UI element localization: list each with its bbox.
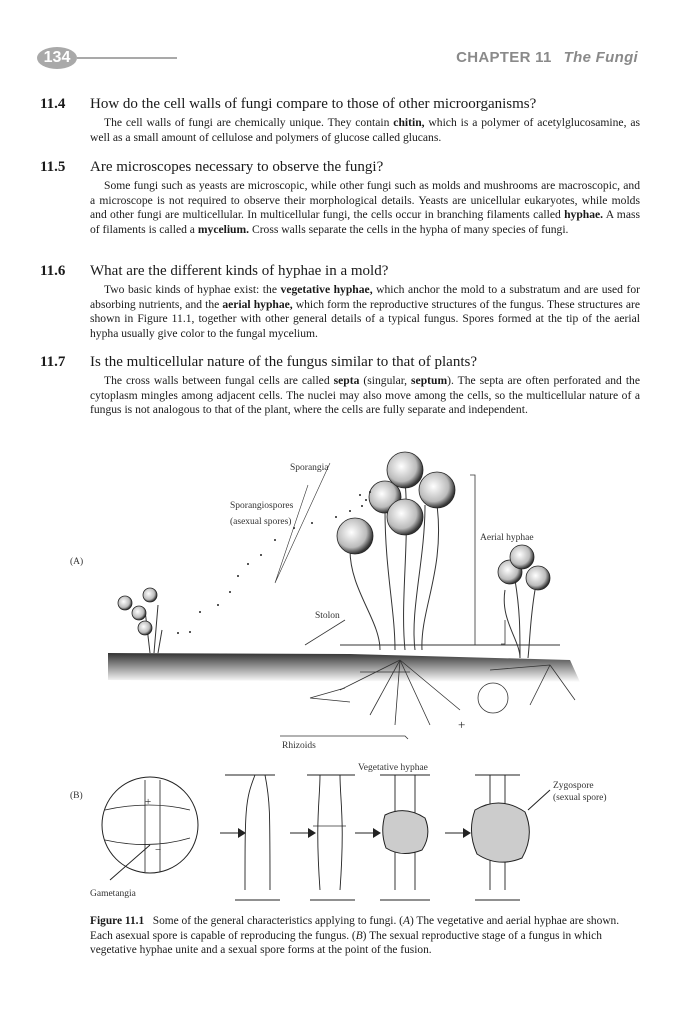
running-header [456,49,638,66]
text: ). The septa are often perforated and the cytoplasm mingles among adjacent cells. The nuclei may also move among the cells, so the multicellular nature of a fungus is not analogous to that of the plant, where the cells are fully separate and independent. [90,374,640,416]
answer-text [90,283,640,341]
label-aerial-hyphae: Aerial hyphae [480,533,534,543]
text: Some of the general characteristics applying to fungi. ( [144,915,403,927]
term-septum: septum [411,374,448,387]
label-sporangia: Sporangia [290,463,329,473]
text: Cross walls separate the cells in the hypha of many species of fungi. [249,222,569,236]
figure-caption [90,914,640,958]
question-number: 11.5 [40,159,66,175]
answer-text [90,374,640,418]
question-text: What are the different kinds of hyphae in a mold? [90,263,389,279]
question-number: 11.7 [40,354,66,370]
text: A mass of filaments is called a [90,208,640,236]
spores-dots [177,491,371,634]
text: ) The sexual reproductive stage of a fungus in which vegetative hyphae unite and a sexual spore forms at the point of the fusion. [90,929,602,956]
text: ) The vegetative and aerial hyphae are shown. Each asexual spore is capable of reproducing the fungus. ( [90,915,620,942]
label-rhizoids: Rhizoids [282,741,316,751]
label-gametangia: Gametangia [90,889,136,899]
panel-b-label: (B) [70,791,83,801]
question-number: 11.4 [40,96,66,112]
label-zygospore: Zygospore [553,781,594,791]
zygospore-pointer [528,790,550,810]
text: (singular, [359,374,412,387]
term-aerial-hyphae: aerial hyphae, [222,297,293,311]
aerial-hyphae-stalks [145,480,560,658]
plus-sign: + [458,717,466,732]
substratum-soil [108,653,580,682]
minus-sign: − [155,844,162,856]
label-asexual-spores: (asexual spores) [230,517,292,527]
gametangia-circle-detail [102,777,198,880]
chapter-number: CHAPTER 11 [456,49,552,66]
question-number: 11.6 [40,263,66,279]
figure-fungi-illustration [50,440,650,910]
answer-text [90,116,640,145]
text: Some fungi such as yeasts are microscopic, while other fungi such as molds and mushrooms are macroscopic, and a microscope is not required to observe their morphological details. Yeasts are unicellular eukaryotes, while molds and other fungi are multicellular. In multicellular fungi, the cells occur in branching filaments called [90,179,640,221]
text: which form the reproductive structures of the fungus. These structures are shown in Figure 11.1, together with other general details of a typical fungus. Spores formed at the tip of the aerial hypha usually give color to the fungal mycelium. [90,297,640,340]
arrowheads [238,828,471,838]
term-hyphae: hyphae. [564,208,604,221]
label-stolon: Stolon [315,611,340,621]
question-text: How do the cell walls of fungi compare to those of other microorganisms? [90,96,537,112]
question-text: Are microscopes necessary to observe the fungi? [90,159,384,175]
panel-a-label: (A) [70,557,84,567]
text: which is a polymer of acetylglucosamine, as well as a small amount of cellulose and polymers of glucose called glucans. [90,116,640,144]
answer-text [90,179,640,237]
term-vegetative-hyphae: vegetative hyphae, [280,283,373,296]
text: A [402,915,410,927]
term-septa: septa [333,374,360,387]
text: which anchor the mold to a substratum and are used for absorbing nutrients, and the [90,283,640,311]
question-text: Is the multicellular nature of the fungus similar to that of plants? [90,354,477,370]
text: Two basic kinds of hyphae exist: the [104,283,281,296]
text: B [355,929,363,942]
header-rule [77,57,177,59]
term-mycelium: mycelium. [197,222,250,236]
caption-label: Figure 11.1 [90,915,145,927]
label-sexual-spore: (sexual spore) [553,793,607,803]
text: The cross walls between fungal cells are called [104,374,334,387]
sporangium-heads [118,452,550,635]
label-sporangiospores: Sporangiospores [230,501,294,511]
term-chitin: chitin, [393,116,425,129]
plus-sign: + [145,796,152,808]
chapter-title: The Fungi [563,49,638,66]
text: The cell walls of fungi are chemically unique. They contain [104,116,394,129]
page-number: 134 [37,47,77,69]
label-vegetative-hyphae: Vegetative hyphae [358,763,428,773]
